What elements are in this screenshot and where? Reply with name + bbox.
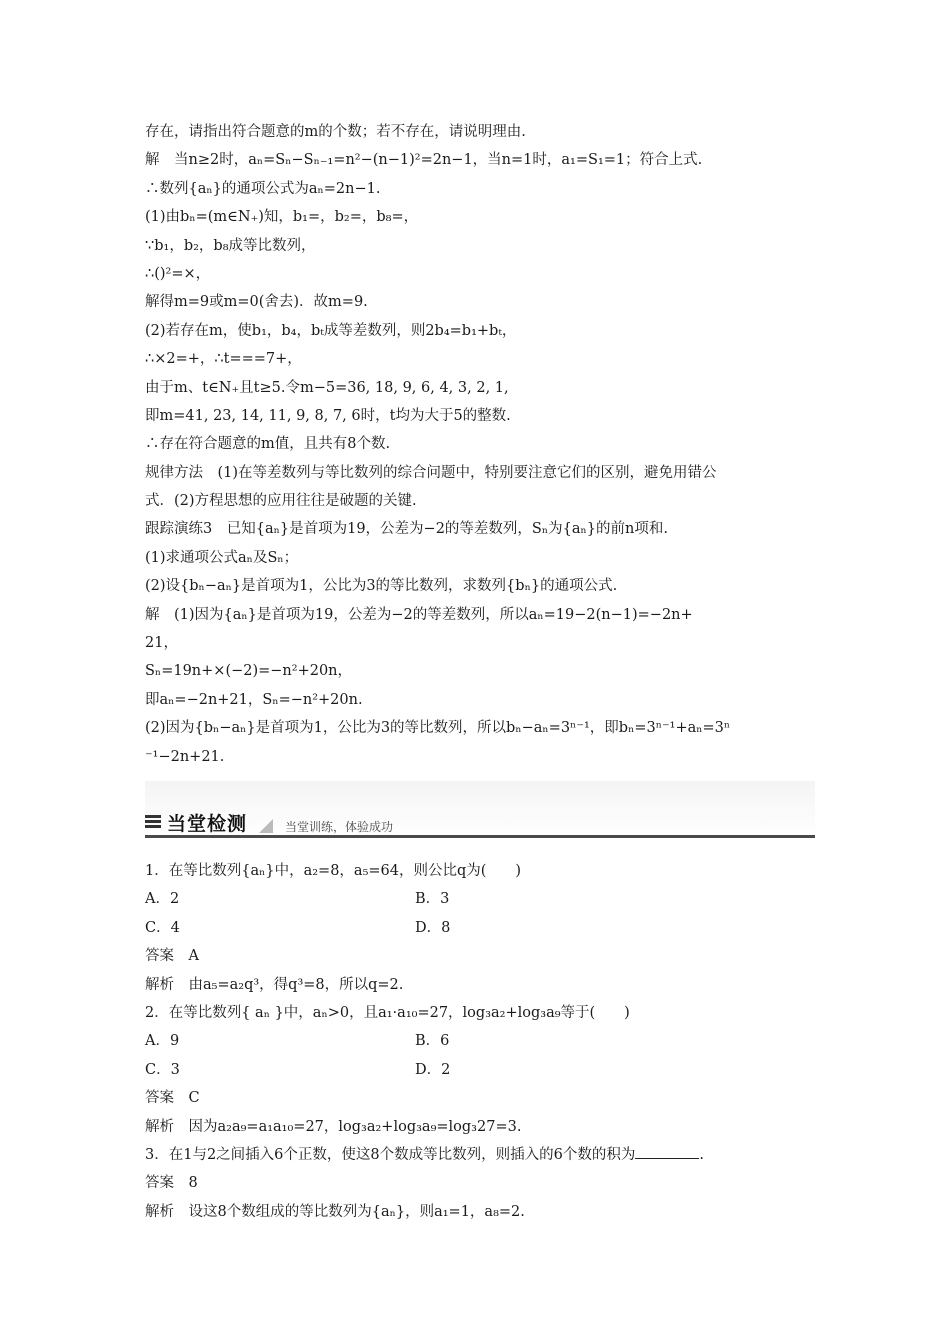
text-line: 21， xyxy=(145,635,178,652)
option-d: D．8 xyxy=(415,919,451,936)
option-d: D．2 xyxy=(415,1061,451,1078)
banner-title: 当堂检测 xyxy=(167,812,248,835)
answer-line: 答案 A xyxy=(145,948,199,965)
text-line: 存在，请指出符合题意的m的个数；若不存在，请说明理由. xyxy=(145,124,526,140)
text-line: ∴存在符合题意的m值，且共有8个数. xyxy=(145,436,391,453)
text-line: 解得m=9或m=0(舍去)．故m=9. xyxy=(145,294,368,311)
text-line: ⁻¹−2n+21. xyxy=(145,748,225,765)
text-line: ∴数列{aₙ}的通项公式为aₙ=2n−1. xyxy=(145,180,381,197)
method-note-line: 规律方法 (1)在等差数列与等比数列的综合问题中，特别要注意它们的区别，避免用错公 xyxy=(145,464,717,481)
banner-underline xyxy=(145,835,815,838)
stripes-icon xyxy=(145,815,161,833)
exercise-line: 跟踪演练3 已知{aₙ}是首项为19，公差为−2的等差数列，Sₙ为{aₙ}的前n项和. xyxy=(145,521,668,538)
option-b: B．3 xyxy=(415,891,450,908)
options-row xyxy=(145,914,815,942)
text-line: ∴()²=×， xyxy=(145,265,211,282)
options-row xyxy=(145,885,815,913)
text-line: 解 当n≥2时，aₙ=Sₙ−Sₙ₋₁=n²−(n−1)²=2n−1，当n=1时，a₁=S₁=1；符合上式. xyxy=(145,152,703,169)
text-line: 解 (1)因为{aₙ}是首项为19，公差为−2的等差数列，所以aₙ=19−2(n−1)=−2n+ xyxy=(145,606,693,623)
options-row xyxy=(145,1027,815,1055)
exercise-line: (1)求通项公式aₙ及Sₙ； xyxy=(145,549,299,566)
question-stem: 2．在等比数列{ aₙ }中，aₙ>0，且a₁·a₁₀=27，log₃a₂+log₃a₉等于( ) xyxy=(145,1004,630,1021)
solution-section xyxy=(145,118,815,771)
option-b: B．6 xyxy=(415,1033,450,1050)
question-3 xyxy=(145,1141,815,1226)
text-line: Sₙ=19n+×(−2)=−n²+20n， xyxy=(145,663,353,680)
method-note-line: 式．(2)方程思想的应用往往是破题的关键. xyxy=(145,493,417,510)
text-line: 即aₙ=−2n+21，Sₙ=−n²+20n. xyxy=(145,691,363,708)
option-c: C．3 xyxy=(145,1061,180,1078)
exercise-line: (2)设{bₙ−aₙ}是首项为1，公比为3的等比数列，求数列{bₙ}的通项公式. xyxy=(145,578,618,595)
text-line: 由于m、t∈N₊且t≥5.令m−5=36, 18, 9, 6, 4, 3, 2, 1, xyxy=(145,379,509,396)
option-a: A．2 xyxy=(145,891,180,908)
answer-line: 答案 C xyxy=(145,1090,200,1107)
text-line: (1)由bₙ=(m∈N₊)知，b₁=，b₂=，b₈=， xyxy=(145,209,419,226)
question-stem xyxy=(145,1141,815,1169)
text-line: ∴×2=+，∴t===7+， xyxy=(145,351,302,368)
analysis-line: 解析 由a₅=a₂q³，得q³=8，所以q=2. xyxy=(145,976,404,993)
question-stem-text: 3．在1与2之间插入6个正数，使这8个数成等比数列，则插入的6个数的积为 xyxy=(145,1146,636,1163)
text-line: ∵b₁，b₂，b₈成等比数列， xyxy=(145,237,316,254)
question-stem: 1．在等比数列{aₙ}中，a₂=8，a₅=64，则公比q为( ) xyxy=(145,862,522,879)
analysis-line: 解析 设这8个数组成的等比数列为{aₙ}，则a₁=1，a₈=2. xyxy=(145,1203,525,1220)
options-row xyxy=(145,1056,815,1084)
question-2 xyxy=(145,999,815,1141)
document-page xyxy=(145,118,815,1226)
text-line: (2)若存在m，使b₁，b₄，bₜ成等差数列，则2b₄=b₁+bₜ， xyxy=(145,322,517,339)
triangle-icon xyxy=(259,819,273,833)
question-1 xyxy=(145,857,815,999)
answer-line: 答案 8 xyxy=(145,1175,198,1192)
option-a: A．9 xyxy=(145,1033,180,1050)
section-banner xyxy=(145,779,815,841)
answer-blank xyxy=(635,1144,699,1159)
option-c: C．4 xyxy=(145,919,180,936)
question-stem-end: . xyxy=(699,1146,704,1163)
banner-subtitle: 当堂训练，体验成功 xyxy=(285,819,394,834)
text-line: (2)因为{bₙ−aₙ}是首项为1，公比为3的等比数列，所以bₙ−aₙ=3ⁿ⁻¹，即bₙ=3ⁿ⁻¹+aₙ=3ⁿ xyxy=(145,720,731,737)
text-line: 即m=41, 23, 14, 11, 9, 8, 7, 6时，t均为大于5的整数. xyxy=(145,407,511,424)
analysis-line: 解析 因为a₂a₉=a₁a₁₀=27，log₃a₂+log₃a₉=log₃27=3. xyxy=(145,1118,522,1135)
